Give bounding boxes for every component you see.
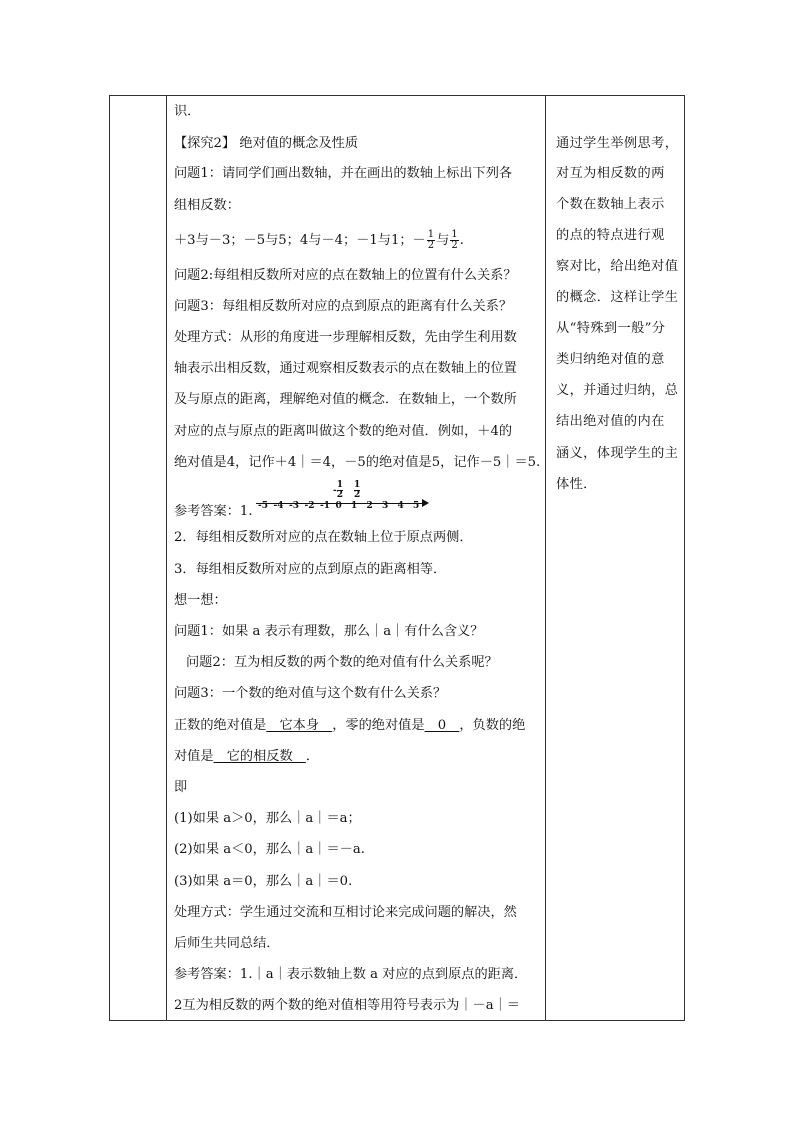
design-note-cell <box>550 96 686 1020</box>
text-line: 对应的点与原点的距离叫做这个数的绝对值．例如，＋4的 <box>174 424 513 439</box>
note-line: 的点的特点进行观 <box>556 228 665 243</box>
answer-blank: 它的相反数 <box>213 749 306 764</box>
tick-label: 3 <box>382 501 389 511</box>
text-line: 处理方式：从形的角度进一步理解相反数，先由学生利用数 <box>174 330 517 345</box>
note-line: 涵义，体现学生的主 <box>556 446 679 461</box>
text-line: 正数的绝对值是 它本身 ，零的绝对值是 0 ，负数的绝 <box>174 718 526 733</box>
tick-label: 2 <box>366 501 373 511</box>
text-line: ＋3与－3；－5与5；4与－4；－1与1；－ $\frac{1}{2}$ 与 $\frac{1}{2}$ . <box>174 229 464 251</box>
tick-label: -4 <box>273 501 284 511</box>
tick-label: -1 <box>320 501 330 511</box>
text-line: 问题2：互为相反数的两个数的绝对值有什么关系呢？ <box>186 655 498 670</box>
answer-label: 参考答案：1. <box>174 504 253 519</box>
text-line: 想一想： <box>174 593 227 608</box>
note-line: 的概念．这样让学生 <box>556 290 679 305</box>
text-line: 问题1：请同学们画出数轴，并在画出的数轴上标出下列各 <box>174 166 513 181</box>
text-line: (1)如果 a＞0，那么｜a｜＝a； <box>174 811 361 826</box>
fraction: $\frac{1}{2}$ <box>451 229 458 251</box>
tick-label: 4 <box>397 501 404 511</box>
note-line: 察对比，给出绝对值 <box>556 259 679 274</box>
tick-label: -5 <box>258 501 268 511</box>
tick-label: 0 <box>335 501 342 511</box>
main-content-cell <box>167 96 543 1020</box>
tick-label: -2 <box>304 501 315 511</box>
tick-labels <box>256 499 424 513</box>
text-line: 问题3：每组相反数所对应的点到原点的距离有什么关系？ <box>174 299 513 314</box>
text-line: 参考答案：1.｜a｜表示数轴上数 a 对应的点到原点的距离． <box>174 967 528 982</box>
note-line: 结出绝对值的内在 <box>556 414 665 429</box>
column-divider-right <box>545 96 546 1020</box>
tick-label: -3 <box>289 501 299 511</box>
text-line: 处理方式：学生通过交流和互相讨论来完成问题的解决，然 <box>174 905 517 920</box>
text-line: 2．每组相反数所对应的点在数轴上位于原点两侧． <box>174 530 473 545</box>
section-heading: 【探究2】 绝对值的概念及性质 <box>174 136 359 151</box>
pos-half-label: $\frac{1}{2}$ <box>354 480 361 500</box>
answer-blank: 0 <box>424 718 460 733</box>
neg-half-label: - $\frac{1}{2}$ <box>333 480 344 500</box>
text-line: 及与原点的距离，理解绝对值的概念．在数轴上，一个数所 <box>174 392 517 407</box>
note-line: 类归纳绝对值的意 <box>556 352 665 367</box>
text-line: 绝对值是4，记作＋4｜＝4，－5的绝对值是5，记作－5｜＝5. <box>174 455 541 470</box>
answer-blank: 它本身 <box>266 718 333 733</box>
text-line: (3)如果 a＝0，那么｜a｜＝0. <box>174 874 353 889</box>
note-line: 个数在数轴上表示 <box>556 197 665 212</box>
text-line: 2互为相反数的两个数的绝对值相等用符号表示为｜－a｜＝ <box>174 998 520 1013</box>
text-line: 问题2:每组相反数所对应的点在数轴上的位置有什么关系？ <box>174 268 517 283</box>
note-line: 通过学生举例思考， <box>556 136 679 151</box>
note-line: 体性． <box>556 477 597 492</box>
text-line: 后师生共同总结． <box>174 936 280 951</box>
number-line <box>256 481 436 515</box>
text-line: 识． <box>174 104 201 119</box>
text-line: 问题3：一个数的绝对值与这个数有什么关系？ <box>174 686 447 701</box>
text-line: 对值是 它的相反数 ． <box>174 749 320 764</box>
note-line: 义，并通过归纳，总 <box>556 383 679 398</box>
text-line: (2)如果 a＜0，那么｜a｜＝－a. <box>174 842 365 857</box>
text-line: 问题1：如果 a 表示有理数，那么｜a｜有什么含义？ <box>174 624 484 639</box>
tick-label: 1 <box>351 501 358 511</box>
tick-label: 5 <box>413 501 420 511</box>
fraction: $\frac{1}{2}$ <box>427 229 435 251</box>
note-line: 从“特殊到一般”分 <box>556 321 666 336</box>
text-line: 即 <box>174 780 188 795</box>
text-line: 3．每组相反数所对应的点到原点的距离相等． <box>174 562 447 577</box>
text-line: 轴表示出相反数，通过观察相反数表示的点在数轴上的位置 <box>174 361 517 376</box>
text-line: 组相反数： <box>174 198 240 213</box>
lesson-table <box>109 95 685 1021</box>
note-line: 对互为相反数的两 <box>556 166 665 181</box>
